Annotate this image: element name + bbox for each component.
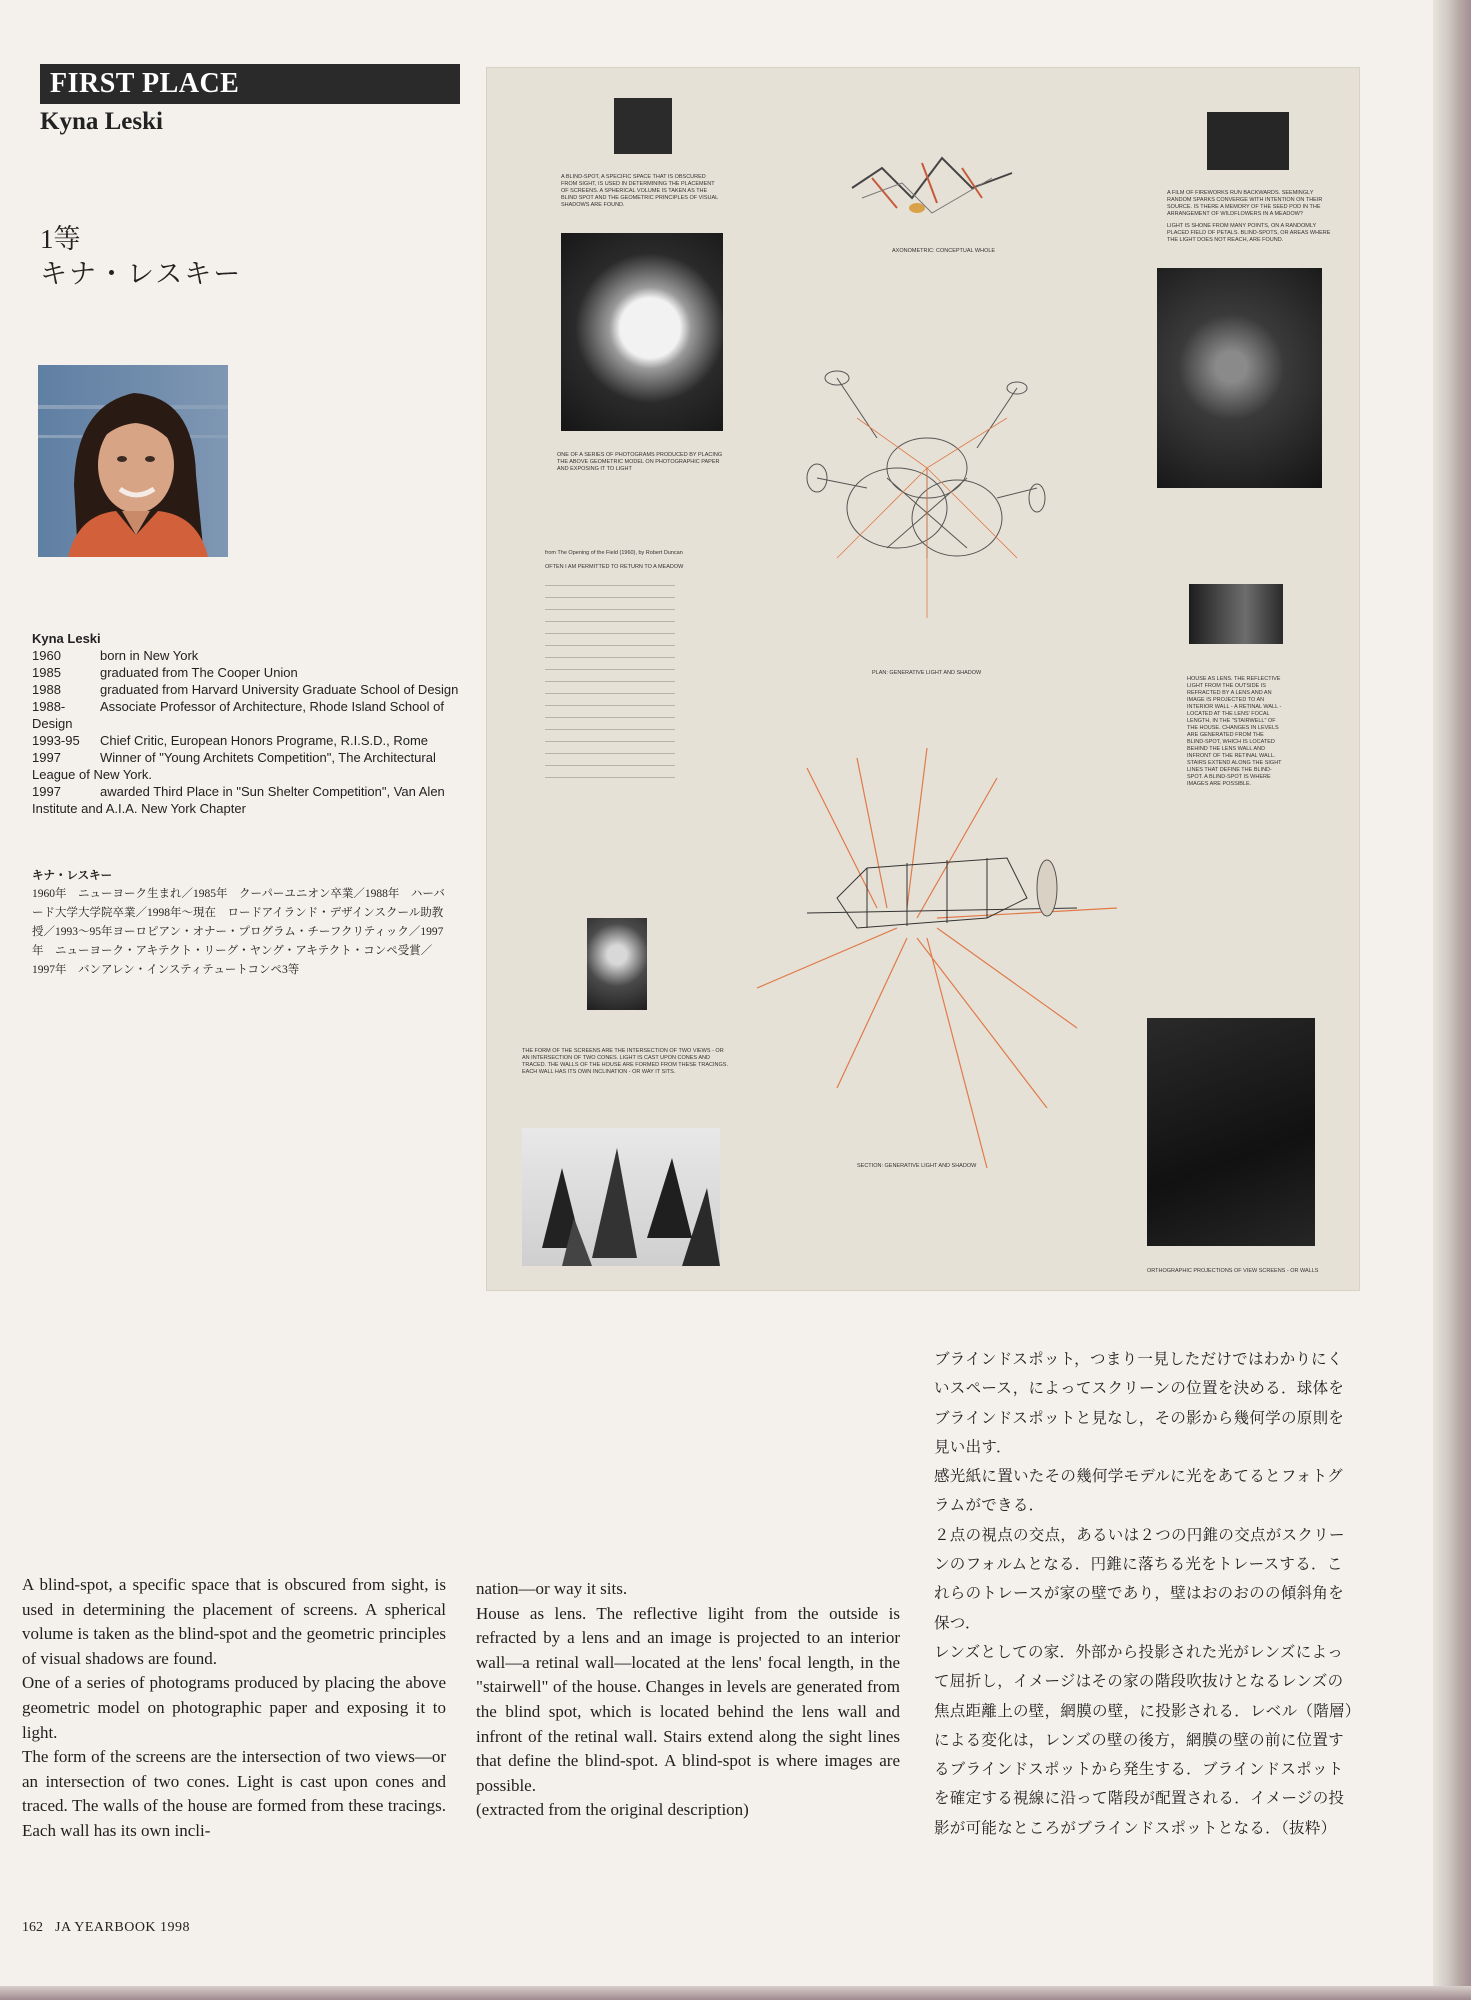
paragraph: House as lens. The reflective ligiht from the outside is refracted by a lens and an image is projected to an interior wall—a retinal wall—located at the lens' focal length, in the "stairwell" of the house. Changes in levels are generated from the blind spot, which is located behind the lens wall and infront of the retinal wall. Stairs extend along the sight lines that define the blind-spot. A blind-spot is where images are possible. xyxy=(476,1603,900,1795)
board-photogram-photo xyxy=(561,233,723,431)
bio-year: 1960 xyxy=(32,648,61,663)
bio-entry xyxy=(32,732,462,749)
journal-title: JA YEARBOOK 1998 xyxy=(55,1920,191,1935)
bio-entry xyxy=(32,664,462,681)
paragraph: A blind-spot, a specific space that is obscured from sight, is used in determining the placement of screens. A spherical volume is taken as the blind-spot and the geometric principles of visual shadows are found. xyxy=(22,1575,446,1668)
bio-entry xyxy=(32,647,462,664)
caption-fireworks: A FILM OF FIREWORKS RUN BACKWARDS. SEEMINGLY RANDOM SPARKS CONVERGE WITH INTENTION ON THEIR SOURCE. IS THERE A MEMORY OF THE SEED POD IN THE ARRANGEMENT OF WILDFLOWERS IN A MEADOW? xyxy=(1167,190,1323,217)
plan-sketch xyxy=(777,318,1077,638)
page-binding-edge xyxy=(1433,0,1471,2000)
bio-text: born in New York xyxy=(100,648,199,663)
bio-entry xyxy=(32,681,462,698)
page-number: 162 xyxy=(22,1920,43,1935)
bio-text: Chief Critic, European Honors Programe, R.I.S.D., Rome xyxy=(100,733,429,748)
caption-section: SECTION: GENERATIVE LIGHT AND SHADOW xyxy=(857,1163,977,1169)
bio-name: Kyna Leski xyxy=(32,631,101,646)
bio-year: 1988 xyxy=(32,682,61,697)
board-cones-photo xyxy=(522,1128,720,1266)
bio-text: Associate Professor of Architecture, Rhode Island School of Design xyxy=(32,699,444,731)
caption-plan: PLAN: GENERATIVE LIGHT AND SHADOW xyxy=(872,670,982,676)
caption-orthographic: ORTHOGRAPHIC PROJECTIONS OF VIEW SCREENS - OR WALLS xyxy=(1147,1268,1319,1274)
architect-name: Kyna Leski xyxy=(40,108,163,135)
bio-year: 1997 xyxy=(32,784,61,799)
caption-light-shone: LIGHT IS SHONE FROM MANY POINTS, ON A RANDOMLY PLACED FIELD OF PETALS. BLIND-SPOTS, OR AREAS WHERE THE LIGHT DOES NOT REACH, ARE FOUND. xyxy=(1167,223,1331,243)
award-title-jp: 1等 xyxy=(40,224,81,254)
paragraph-jp: レンズとしての家．外部から投影された光がレンズによって屈折し，イメージはその家の階段吹抜けとなるレンズの焦点距離上の壁，網膜の壁，に投影される．レベル（階層）による変化は，レンズの壁の後方，網膜の壁の前に位置するブラインドスポットから発生する．ブラインドスポットを確定する視線に沿って階段が配置される．イメージの投影が可能なところがブラインドスポットとなる．（抜粋） xyxy=(934,1643,1353,1837)
bio-text: graduated from The Cooper Union xyxy=(100,665,298,680)
paragraph: (extracted from the original description) xyxy=(476,1800,749,1820)
caption-photograms: ONE OF A SERIES OF PHOTOGRAMS PRODUCED BY PLACING THE ABOVE GEOMETRIC MODEL ON PHOTOGRAPHIC PAPER AND EXPOSING IT TO LIGHT xyxy=(557,452,723,472)
body-text-column-2 xyxy=(476,1577,900,1823)
caption-axonometric: AXONOMETRIC: CONCEPTUAL WHOLE xyxy=(892,248,996,254)
bio-year: 1993-95 xyxy=(32,733,80,748)
caption-poem-title: from The Opening of the Field (1960), by Robert Duncan xyxy=(545,550,683,556)
board-photo-lens xyxy=(1189,584,1283,644)
board-orthographic-photo xyxy=(1147,1018,1315,1246)
competition-board xyxy=(487,68,1359,1290)
paragraph-jp: ２点の視点の交点，あるいは２つの円錐の交点がスクリーンのフォルムとなる．円錐に落ちる光をトレースする．これらのトレースが家の壁であり，壁はおのおのの傾斜角を保つ． xyxy=(934,1526,1345,1632)
board-photo-small-top xyxy=(614,98,672,154)
caption-house-as-lens: HOUSE AS LENS. THE REFLECTIVE LIGHT FROM THE OUTSIDE IS REFRACTED BY A LENS AND AN IMAGE IS PROJECTED TO AN INTERIOR WALL - A RETINAL WALL - LOCATED AT THE LENS' FOCAL LENGTH, IN THE "STAIRWELL" OF THE HOUSE. CHANGES IN LEVELS ARE GENERATED FROM THE BLIND-SPOT, WHICH IS LOCATED BEHIND THE LENS WALL AND INFRONT OF THE RETINAL WALL. STAIRS EXTEND ALONG THE SIGHT LINES THAT DEFINE THE BLIND-SPOT. A BLIND-SPOT IS WHERE IMAGES ARE POSSIBLE. xyxy=(1187,676,1282,787)
board-photo-fireworks-small xyxy=(1207,112,1289,170)
award-banner: FIRST PLACE xyxy=(40,64,460,104)
bio-year: 1997 xyxy=(32,750,61,765)
architect-name-jp: キナ・レスキー xyxy=(40,259,243,289)
paragraph-jp: ブラインドスポット，つまり一見しただけではわかりにくいスペース，によってスクリーンの位置を決める．球体をブラインドスポットと見なし，その影から幾何学の原則を見い出す． xyxy=(934,1351,1345,1456)
body-text-column-1 xyxy=(22,1573,446,1844)
paragraph-jp: 感光紙に置いたその幾何学モデルに光をあてるとフォトグラムができる． xyxy=(934,1468,1343,1515)
axonometric-sketch xyxy=(842,128,1022,238)
poem-lines xyxy=(545,580,675,780)
page-footer xyxy=(22,1920,190,1936)
bio-entry xyxy=(32,783,462,817)
bio-year: 1988- xyxy=(32,699,66,714)
bio-name-jp: キナ・レスキー xyxy=(32,868,113,882)
body-text-jp xyxy=(934,1345,1354,1843)
bio-year: 1985 xyxy=(32,665,61,680)
board-petals-photo xyxy=(1157,268,1322,488)
paragraph: The form of the screens are the intersection of two views—or an intersection of two cones. Light is cast upon cones and traced. The walls of the house are formed from these tracings. Each wall has its own incli- xyxy=(22,1747,446,1840)
caption-form-of-screens: THE FORM OF THE SCREENS ARE THE INTERSECTION OF TWO VIEWS - OR AN INTERSECTION OF TWO CONES. LIGHT IS CAST UPON CONES AND TRACED. THE WALLS OF THE HOUSE ARE FORMED FROM THESE TRACINGS. EACH WALL HAS ITS OWN INCLINATION - OR WAY IT SITS. xyxy=(522,1048,728,1075)
bio-entry xyxy=(32,698,462,732)
caption-blind-spot: A BLIND-SPOT, A SPECIFIC SPACE THAT IS OBSCURED FROM SIGHT, IS USED IN DETERMINING THE PLACEMENT OF SCREENS. A SPHERICAL VOLUME IS TAKEN AS THE BLIND SPOT AND THE GEOMETRIC PRINCIPLES OF VISUAL SHADOWS ARE FOUND. xyxy=(561,174,718,208)
caption-poem-heading: OFTEN I AM PERMITTED TO RETURN TO A MEADOW xyxy=(545,564,684,570)
bio-text-jp: 1960年 ニューヨーク生まれ／1985年 クーパーユニオン卒業／1988年 ハーバード大学大学院卒業／1998年～現在 ロードアイランド・デザインスクール助教授／1993～95年ヨーロピアン・オナー・プログラム・チーフクリティック／1997年 ニューヨーク・アキテクト・リーグ・ヤング・アキテクト・コンペ受賞／1997年 バンアレン・インスティテュートコンペ3等 xyxy=(32,888,445,976)
portrait-photo xyxy=(38,365,228,557)
biography-jp xyxy=(32,866,452,980)
section-sketch xyxy=(747,748,1127,1178)
paragraph: nation—or way it sits. xyxy=(476,1579,628,1598)
bio-text: Winner of "Young Architets Competition", The Architectural League of New York. xyxy=(32,750,436,782)
bio-entry xyxy=(32,749,462,783)
board-photo-light-small xyxy=(587,918,647,1010)
bio-text: awarded Third Place in "Sun Shelter Competition", Van Alen Institute and A.I.A. New York Chapter xyxy=(32,784,445,816)
bio-text: graduated from Harvard University Graduate School of Design xyxy=(100,682,459,697)
page-bottom-edge xyxy=(0,1986,1471,2000)
biography xyxy=(32,630,462,817)
paragraph: One of a series of photograms produced by placing the above geometric model on photographic paper and exposing it to light. xyxy=(22,1673,446,1742)
